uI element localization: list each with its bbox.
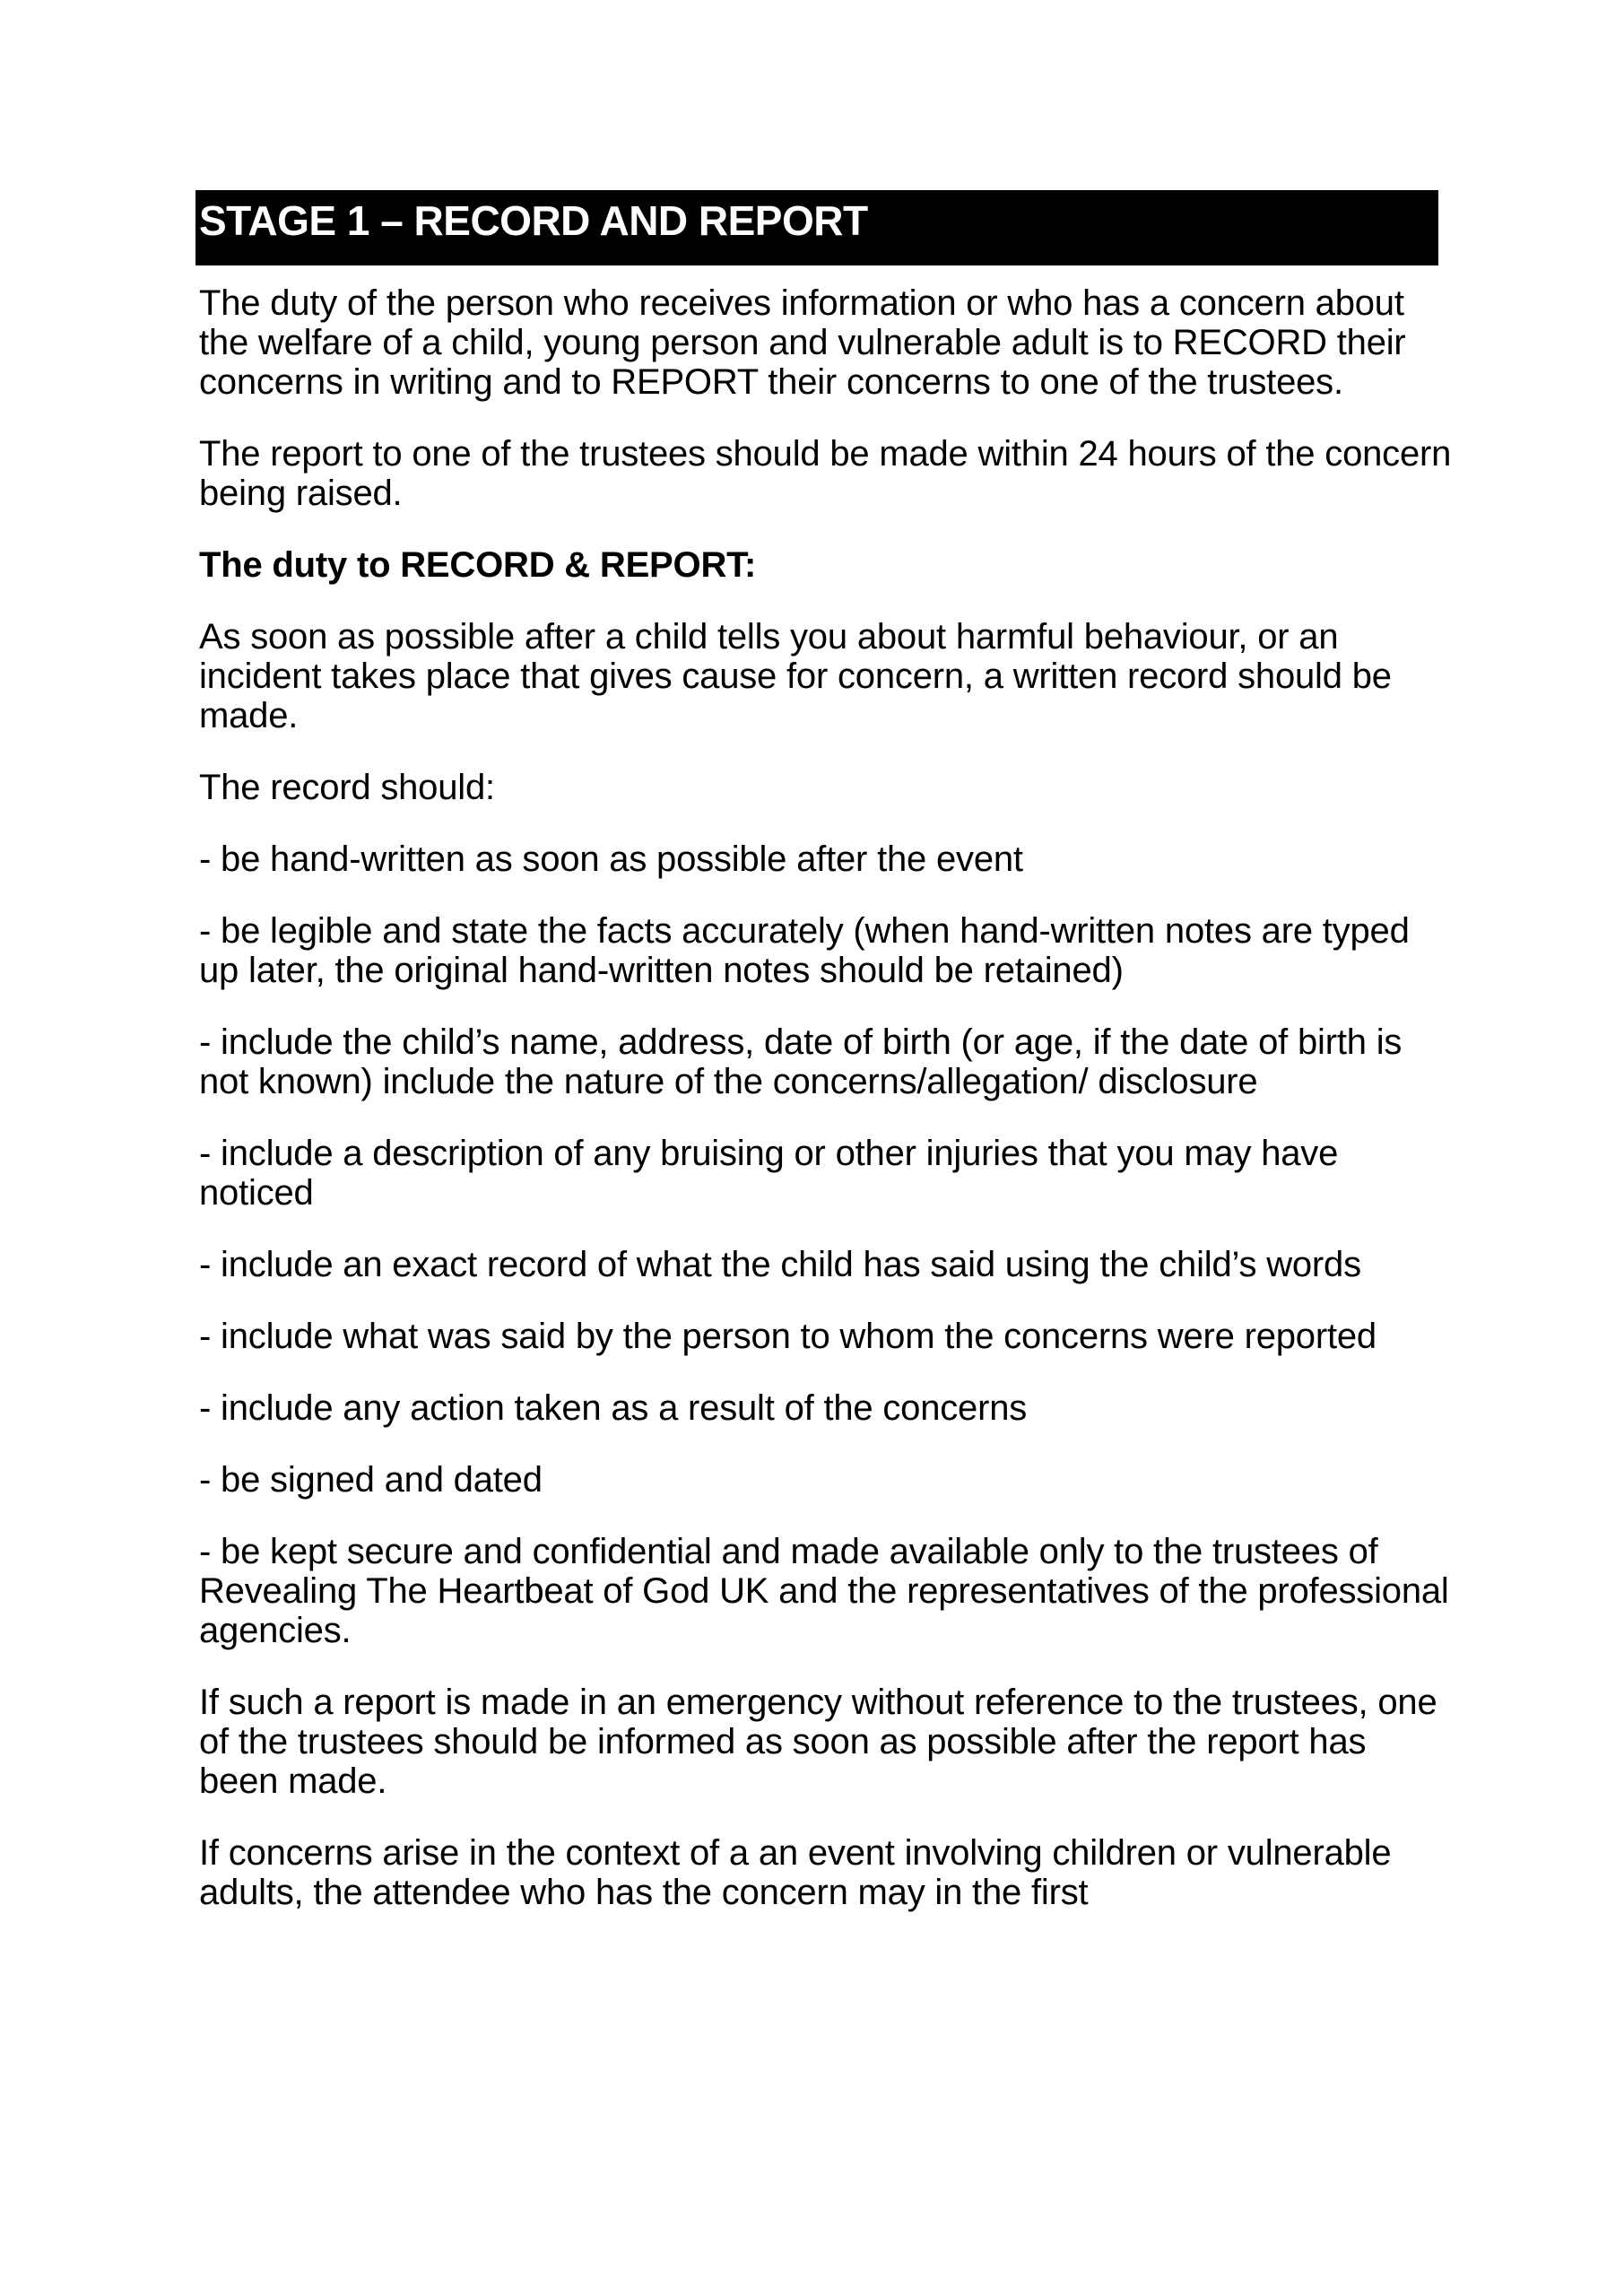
document-body (199, 283, 1455, 1944)
record-lead: The record should: (199, 768, 495, 807)
intro-paragraph-2: The report to one of the trustees should be made within 24 hours of the concern being raised. (199, 434, 1452, 513)
list-item: - include any action taken as a result of the concerns (199, 1388, 1028, 1428)
subheading: The duty to RECORD & REPORT: (199, 545, 757, 585)
closing-paragraph-2: If concerns arise in the context of a an event involving children or vulnerable adults, the attendee who has the concern may in the first (199, 1833, 1392, 1912)
section-heading: STAGE 1 – RECORD AND REPORT (199, 197, 868, 244)
closing-paragraph-1: If such a report is made in an emergency without reference to the trustees, one of the trustees should be informed as soon as possible after the report has been made. (199, 1683, 1437, 1801)
record-intro-paragraph: As soon as possible after a child tells you about harmful behaviour, or an incident takes place that gives cause for concern, a written record should be made. (199, 617, 1392, 735)
list-item: - include a description of any bruising or other injuries that you may have noticed (199, 1134, 1339, 1213)
record-requirements-list (199, 839, 1455, 1650)
list-item: - be signed and dated (199, 1460, 543, 1500)
list-item: - include what was said by the person to whom the concerns were reported (199, 1317, 1376, 1356)
list-item: - be kept secure and confidential and made available only to the trustees of Revealing The Heartbeat of God UK and the representatives of the professional agencies. (199, 1532, 1449, 1650)
section-heading-bar (195, 190, 1438, 265)
list-item: - include the child’s name, address, date of birth (or age, if the date of birth is not known) include the nature of the concerns/allegation/ disclosure (199, 1022, 1403, 1101)
list-item: - be legible and state the facts accurately (when hand-written notes are typed up later, the original hand-written notes should be retained) (199, 911, 1410, 990)
intro-paragraph-1: The duty of the person who receives information or who has a concern about the welfare of a child, young person and vulnerable adult is to RECORD their concerns in writing and to REPORT their concerns to one of the trustees. (199, 283, 1406, 402)
list-item: - include an exact record of what the child has said using the child’s words (199, 1245, 1361, 1284)
list-item: - be hand-written as soon as possible after the event (199, 839, 1023, 879)
